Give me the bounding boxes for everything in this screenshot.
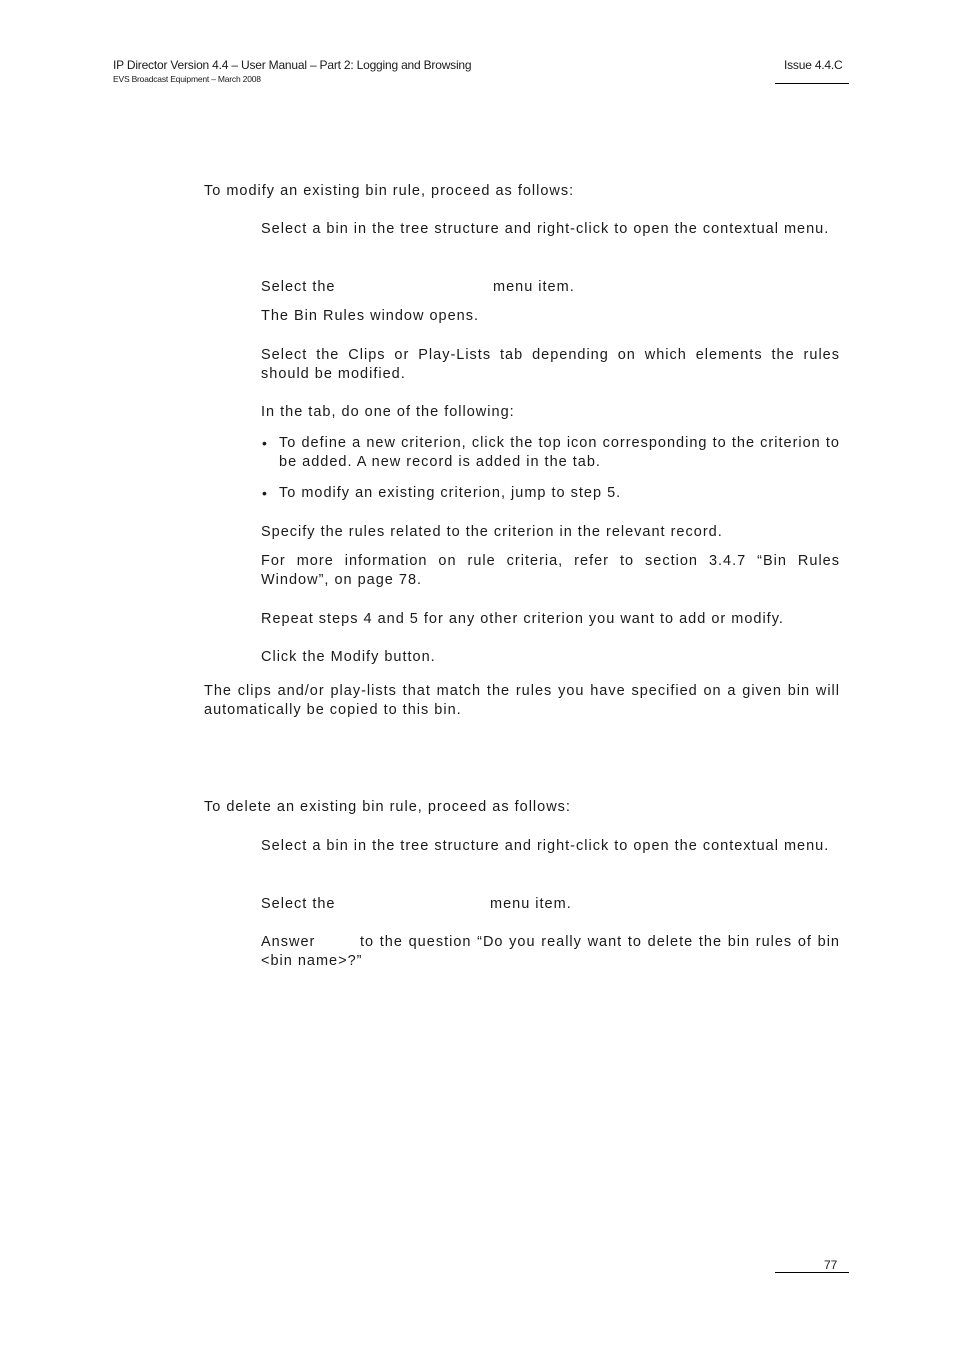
header-title: IP Director Version 4.4 – User Manual – Part 2: Logging and Browsing bbox=[113, 58, 472, 72]
modify-step-2-post: menu item. bbox=[493, 279, 575, 295]
modify-step-4: In the tab, do one of the following: bbox=[261, 404, 515, 420]
delete-step-3-pre: Answer bbox=[261, 934, 316, 950]
modify-bullet-1: To define a new criterion, click the top icon corresponding to the criterion to be added. A new record is added in the tab. bbox=[279, 435, 840, 470]
modify-bullet-2: To modify an existing criterion, jump to step 5. bbox=[279, 485, 622, 501]
page-number: 77 bbox=[824, 1258, 838, 1272]
modify-intro: To modify an existing bin rule, proceed as follows: bbox=[204, 183, 575, 199]
modify-step-1: Select a bin in the tree structure and right-click to open the contextual menu. bbox=[261, 221, 830, 237]
header-subtitle: EVS Broadcast Equipment – March 2008 bbox=[113, 74, 261, 84]
header-rule bbox=[775, 83, 849, 84]
delete-step-2-pre: Select the bbox=[261, 896, 336, 912]
modify-step-7: Click the Modify button. bbox=[261, 649, 436, 665]
delete-step-2-post: menu item. bbox=[490, 896, 572, 912]
header-issue: Issue 4.4.C bbox=[784, 58, 843, 72]
modify-outro: The clips and/or play-lists that match the rules you have specified on a given bin will automatically be copied to this bin. bbox=[204, 683, 840, 718]
delete-step-3-post: to the question “Do you really want to delete the bin rules of bin <bin name>?” bbox=[261, 934, 840, 969]
modify-step-5-note: For more information on rule criteria, refer to section 3.4.7 “Bin Rules Window”, on page 78. bbox=[261, 553, 840, 588]
modify-step-3: Select the Clips or Play-Lists tab depending on which elements the rules should be modified. bbox=[261, 347, 840, 382]
modify-step-2-result: The Bin Rules window opens. bbox=[261, 308, 480, 324]
delete-step-1: Select a bin in the tree structure and right-click to open the contextual menu. bbox=[261, 838, 830, 854]
delete-intro: To delete an existing bin rule, proceed as follows: bbox=[204, 799, 571, 815]
bullet-2-dot: • bbox=[262, 485, 267, 501]
footer-rule bbox=[775, 1272, 849, 1273]
modify-step-2-pre: Select the bbox=[261, 279, 336, 295]
modify-step-6: Repeat steps 4 and 5 for any other criterion you want to add or modify. bbox=[261, 611, 784, 627]
modify-step-5: Specify the rules related to the criterion in the relevant record. bbox=[261, 524, 723, 540]
bullet-1-dot: • bbox=[262, 435, 267, 451]
